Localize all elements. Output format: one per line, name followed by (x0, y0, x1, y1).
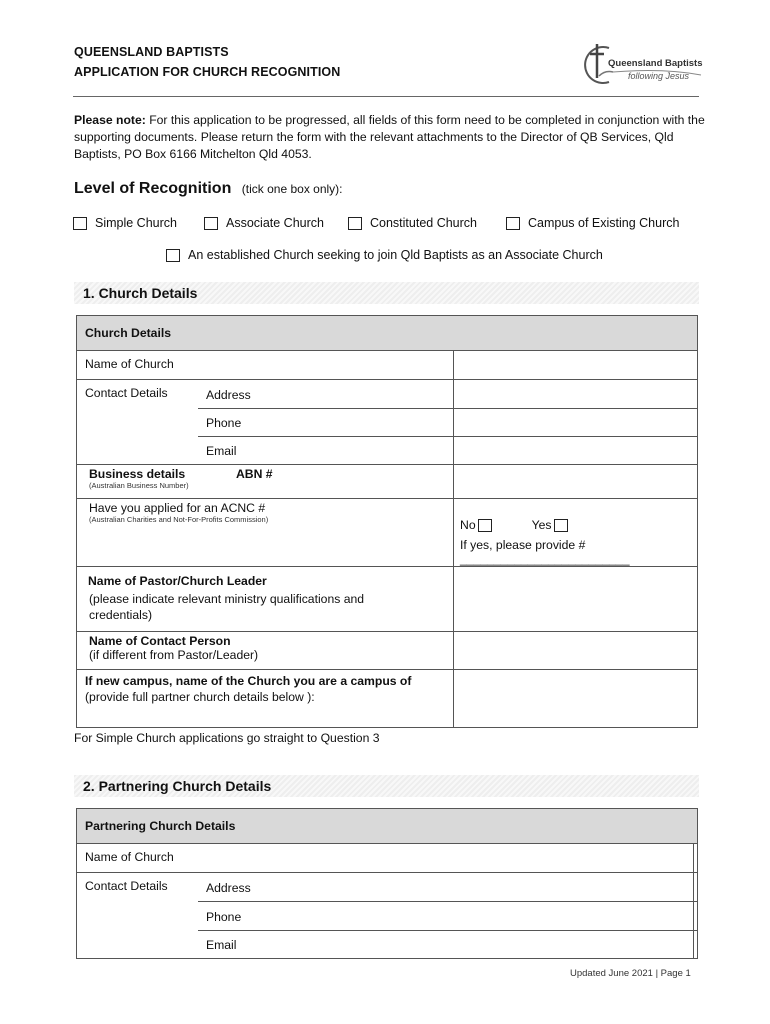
partner-phone-field[interactable] (694, 902, 698, 931)
contact-person-cell (77, 632, 454, 670)
level-instruction: (tick one box only): (241, 182, 343, 196)
partnering-church-table (76, 808, 698, 959)
table-title: Church Details (77, 316, 698, 351)
abn-field[interactable] (454, 465, 698, 499)
acnc-label: Have you applied for an ACNC # (89, 501, 266, 515)
address-field[interactable] (454, 380, 698, 409)
page-footer: Updated June 2021 | Page 1 (570, 968, 691, 979)
section-2-heading: 2. Partnering Church Details (74, 775, 699, 797)
form-title: APPLICATION FOR CHURCH RECOGNITION (74, 65, 341, 79)
partner-address-label: Address (198, 873, 694, 902)
no-checkbox[interactable] (478, 519, 492, 532)
contact-person-label: Name of Contact Person (89, 634, 231, 648)
partner-phone-label: Phone (198, 902, 694, 931)
option-constituted-church[interactable] (348, 216, 477, 230)
pastor-sub: (please indicate relevant ministry qualifications and credentials) (89, 592, 365, 622)
section-1-heading: 1. Church Details (74, 282, 699, 304)
note-text: For this application to be progressed, all fields of this form need to be completed in conjunction with the supporting documents. Please return the form with the relevant attachments to the Director of QB Services, Qld Baptists, PO Box 6166 Mitchelton Qld 4053. (74, 113, 705, 161)
option-label: Campus of Existing Church (528, 216, 680, 230)
abn-sub: (Australian Business Number) (89, 481, 189, 490)
option-label: An established Church seeking to join Qld Baptists as an Associate Church (188, 248, 603, 262)
checkbox[interactable] (204, 217, 218, 230)
no-label: No (460, 518, 476, 532)
contact-details-label: Contact Details (77, 380, 199, 465)
partner-contact-label: Contact Details (77, 873, 199, 959)
level-title: Level of Recognition (74, 180, 232, 197)
phone-label: Phone (198, 409, 454, 437)
option-label: Associate Church (226, 216, 324, 230)
note-label: Please note: (74, 113, 146, 127)
business-details-cell (77, 465, 454, 499)
option-associate-church[interactable] (204, 216, 324, 230)
contact-person-sub: (if different from Pastor/Leader) (89, 648, 259, 662)
church-details-table (76, 315, 698, 728)
address-label: Address (198, 380, 454, 409)
yes-checkbox[interactable] (554, 519, 568, 532)
level-heading (74, 180, 343, 198)
option-label: Simple Church (95, 216, 177, 230)
checkbox[interactable] (73, 217, 87, 230)
email-field[interactable] (454, 437, 698, 465)
checkbox[interactable] (166, 249, 180, 262)
acnc-answer-cell (454, 499, 698, 567)
checkbox[interactable] (506, 217, 520, 230)
org-name: QUEENSLAND BAPTISTS (74, 45, 229, 59)
acnc-cell (77, 499, 454, 567)
pastor-field[interactable] (454, 567, 698, 632)
pastor-cell (77, 567, 454, 632)
partner-name-field[interactable] (694, 844, 698, 873)
option-campus[interactable] (506, 216, 679, 230)
logo-name: Queensland Baptists (608, 58, 703, 69)
simple-church-note: For Simple Church applications go straight to Question 3 (74, 731, 380, 745)
campus-sub: (provide full partner church details below ): (85, 690, 315, 704)
campus-field[interactable] (454, 670, 698, 728)
please-note (74, 112, 714, 163)
header-divider (73, 96, 699, 97)
table-title: Partnering Church Details (77, 809, 698, 844)
abn-label: ABN # (236, 467, 273, 481)
name-of-church-label: Name of Church (77, 351, 454, 380)
business-details-label: Business details (89, 467, 186, 481)
campus-label: If new campus, name of the Church you are a campus of (85, 674, 412, 688)
option-simple-church[interactable] (73, 216, 177, 230)
option-label: Constituted Church (370, 216, 478, 230)
partner-email-label: Email (198, 931, 694, 959)
checkbox[interactable] (348, 217, 362, 230)
pastor-label: Name of Pastor/Church Leader (88, 574, 267, 588)
email-label: Email (198, 437, 454, 465)
acnc-sub: (Australian Charities and Not-For-Profits Commission) (89, 515, 269, 524)
partner-name-label: Name of Church (77, 844, 694, 873)
contact-person-field[interactable] (454, 632, 698, 670)
acnc-number-field[interactable]: If yes, please provide # _________________________ (460, 538, 630, 566)
logo-tagline: following Jesus (628, 71, 690, 81)
phone-field[interactable] (454, 409, 698, 437)
option-established-church[interactable] (166, 248, 603, 262)
yes-label: Yes (531, 518, 552, 532)
name-of-church-field[interactable] (454, 351, 698, 380)
partner-email-field[interactable] (694, 931, 698, 959)
partner-address-field[interactable] (694, 873, 698, 902)
campus-cell (77, 670, 454, 728)
